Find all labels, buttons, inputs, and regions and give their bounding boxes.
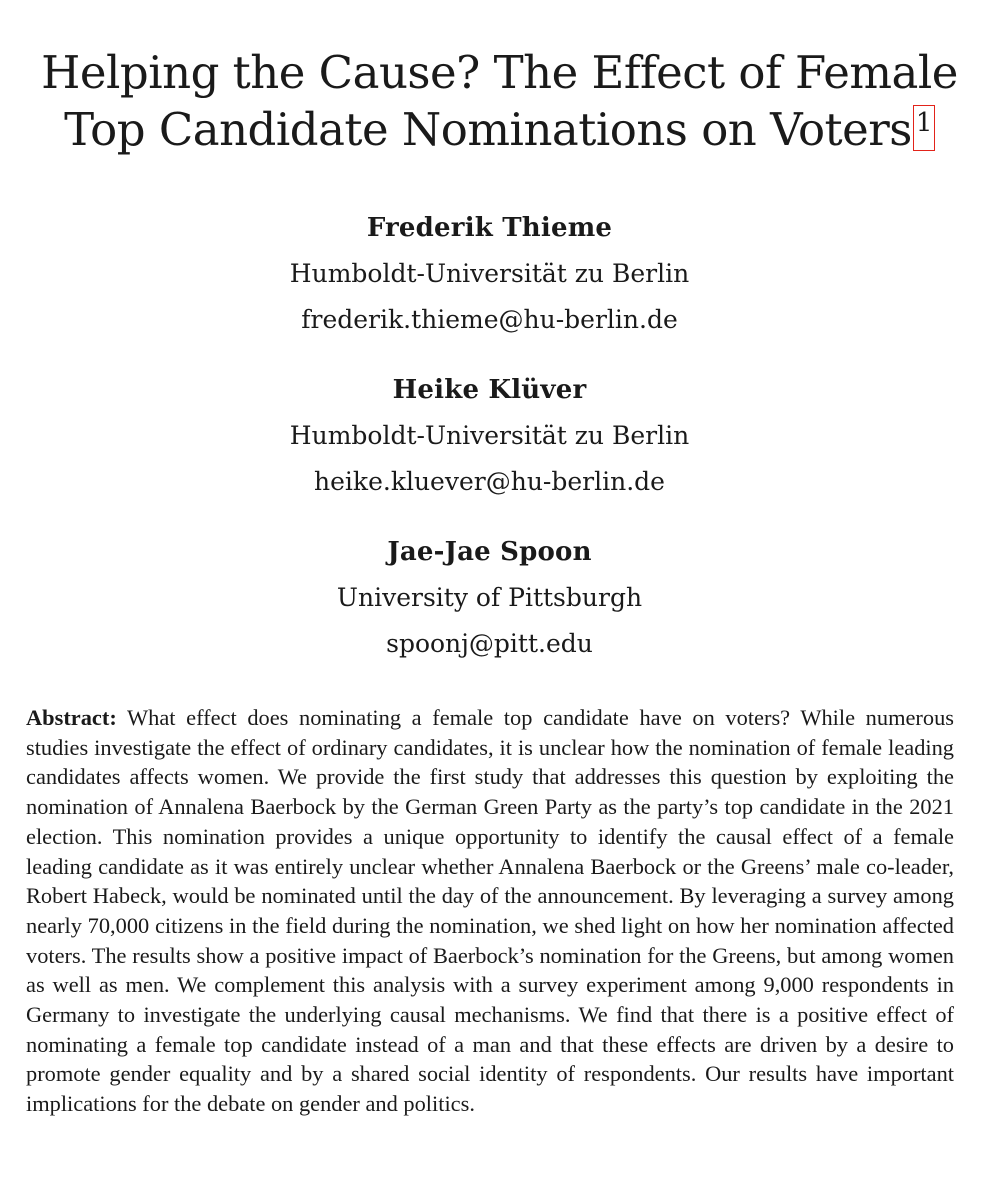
- author-list: [0, 205, 979, 691]
- author-block: [0, 529, 979, 667]
- author-name: Heike Klüver: [392, 375, 587, 405]
- author-affiliation: University of Pittsburgh: [336, 583, 643, 612]
- author-name: Frederik Thieme: [366, 213, 613, 243]
- abstract-text: What effect does nominating a female top candidate have on voters? While numerous studies investigate the effect of ordinary candidates, it is unclear how the nomination of female leading candidates affects women. We provide the first study that addresses this question by exploiting the nomination of Annalena Baerbock by the German Green Party as the party’s top candidate in the 2021 election. This nomination provides a unique opportunity to identify the causal effect of a female leading candidate as it was entirely unclear whether Annalena Baerbock or the Greens’ male co-leader, Robert Habeck, would be nominated until the day of the announcement. By leveraging a survey among nearly 70,000 citizens in the field during the nomination, we shed light on how her nomination affected voters. The results show a positive impact of Baerbock’s nomination for the Greens, but among women as well as men. We complement this analysis with a survey experiment among 9,000 respondents in Germany to investigate the underlying causal mechanisms. We find that there is a positive effect of nominating a female top candidate instead of a man and that these effects are driven by a desire to promote gender equality and by a shared social identity of respondents. Our results have important implications for the debate on gender and politics.: [26, 705, 954, 1117]
- author-affiliation: Humboldt-Universität zu Berlin: [289, 421, 690, 450]
- paper-title: [30, 44, 969, 158]
- author-email[interactable]: spoonj@pitt.edu: [386, 629, 593, 658]
- paper-title-text: Helping the Cause? The Effect of Female Top Candidate Nominations on Voters: [41, 46, 958, 156]
- author-block: [0, 367, 979, 505]
- author-email[interactable]: heike.kluever@hu-berlin.de: [314, 467, 665, 496]
- title-footnote-link[interactable]: 1: [913, 105, 935, 151]
- author-block: [0, 205, 979, 343]
- abstract-label: Abstract:: [26, 705, 117, 730]
- author-affiliation: Humboldt-Universität zu Berlin: [289, 259, 690, 288]
- author-name: Jae-Jae Spoon: [387, 537, 592, 567]
- abstract: [26, 703, 954, 1119]
- author-email[interactable]: frederik.thieme@hu-berlin.de: [301, 305, 678, 334]
